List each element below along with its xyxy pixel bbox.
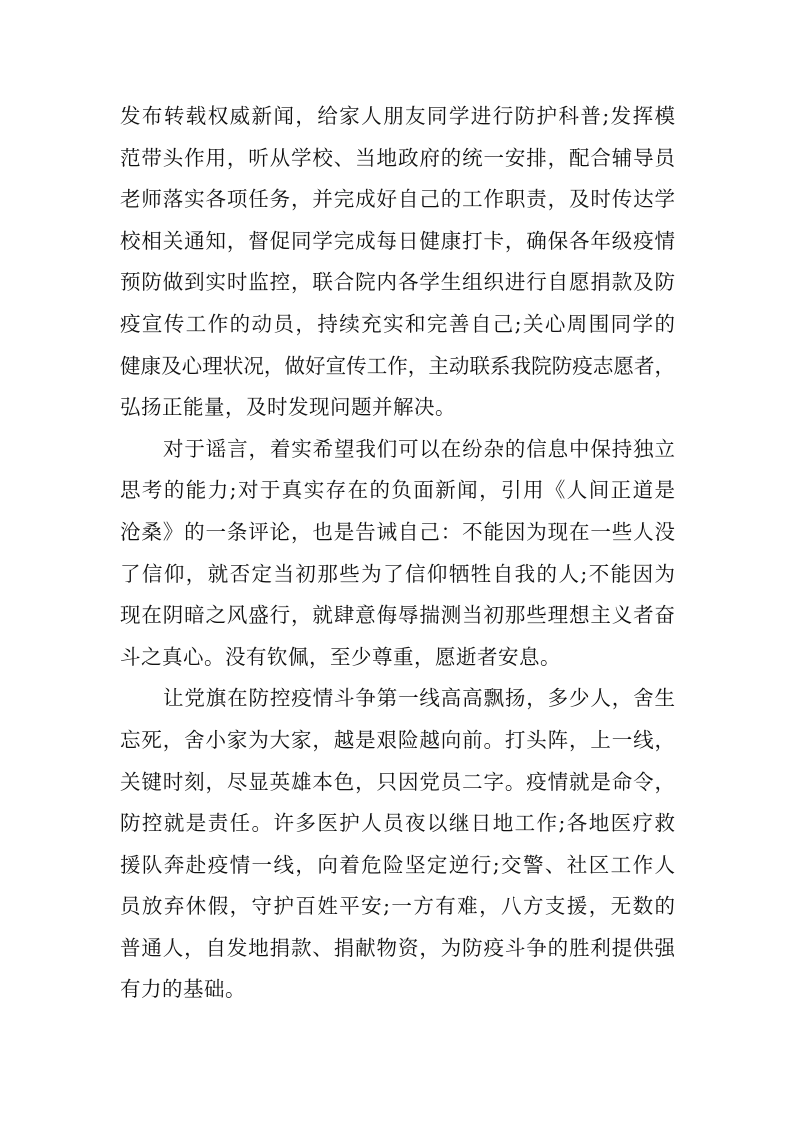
- text-line: 健康及心理状况，做好宣传工作，主动联系我院防疫志愿者，: [120, 353, 675, 378]
- text-line: 了信仰，就否定当初那些为了信仰牺牲自我的人;不能因为: [120, 561, 675, 586]
- text-line: 关键时刻，尽显英雄本色，只因党员二字。疫情就是命令，: [120, 769, 675, 794]
- text-line: 疫宣传工作的动员，持续充实和完善自己;关心周围同学的: [120, 311, 675, 336]
- text-line: 预防做到实时监控，联合院内各学生组织进行自愿捐款及防: [120, 270, 675, 295]
- text-line: 老师落实各项任务，并完成好自己的工作职责，及时传达学: [120, 187, 675, 212]
- text-line: 普通人，自发地捐款、捐献物资，为防疫斗争的胜利提供强: [120, 935, 675, 960]
- paragraph-2: [120, 429, 675, 679]
- text-line: 发布转载权威新闻，给家人朋友同学进行防护科普;发挥模: [120, 104, 675, 128]
- text-line: 让党旗在防控疫情斗争第一线高高飘扬，多少人，舍生: [163, 686, 675, 711]
- text-line: 思考的能力;对于真实存在的负面新闻，引用《人间正道是: [120, 478, 675, 503]
- text-line: 沧桑》的一条评论，也是告诫自己：不能因为现在一些人没: [120, 519, 675, 544]
- text-line: 援队奔赴疫情一线，向着危险坚定逆行;交警、社区工作人: [120, 852, 675, 877]
- paragraph-3: [120, 678, 675, 1011]
- text-line: 防控就是责任。许多医护人员夜以继日地工作;各地医疗救: [120, 811, 675, 836]
- text-line: 现在阴暗之风盛行，就肆意侮辱揣测当初那些理想主义者奋: [120, 603, 675, 628]
- text-line: 弘扬正能量，及时发现问题并解决。: [120, 395, 456, 420]
- text-line: 忘死，舍小家为大家，越是艰险越向前。打头阵，上一线，: [120, 727, 675, 752]
- text-line: 斗之真心。没有钦佩，至少尊重，愿逝者安息。: [120, 644, 561, 669]
- text-line: 对于谣言，着实希望我们可以在纷杂的信息中保持独立: [163, 436, 675, 461]
- text-line: 校相关通知，督促同学完成每日健康打卡，确保各年级疫情: [120, 228, 675, 253]
- text-line: 有力的基础。: [120, 977, 246, 1002]
- text-line: 范带头作用，听从学校、当地政府的统一安排，配合辅导员: [120, 145, 675, 170]
- paragraph-1: [120, 96, 675, 429]
- document-body: [120, 96, 675, 1011]
- text-line: 员放弃休假，守护百姓平安;一方有难，八方支援，无数的: [120, 894, 675, 919]
